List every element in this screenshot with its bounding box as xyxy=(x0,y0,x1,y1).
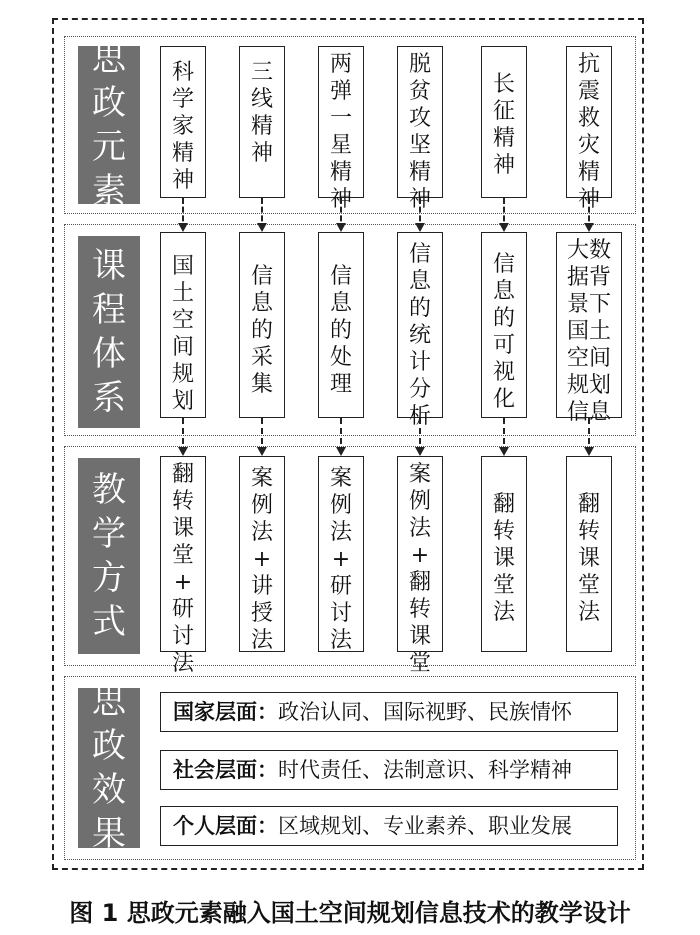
section-label-effects: 思 政 效 果 xyxy=(78,688,140,848)
method-box-4: 案 例 法 + 翻 转 课 堂 xyxy=(397,456,443,652)
arrow-down xyxy=(182,198,184,230)
arrow-down xyxy=(588,198,590,230)
method-box-1: 翻 转 课 堂 + 研 讨 法 xyxy=(160,456,206,652)
arrow-down xyxy=(419,198,421,230)
course-box-bigdata: 大数 据背 景下 国土 空间 规划 信息 xyxy=(556,232,622,418)
element-box-scientist: 科 学 家 精 神 xyxy=(160,46,206,198)
effect-text: 政治认同、国际视野、民族情怀 xyxy=(278,700,572,724)
arrow-down xyxy=(340,198,342,230)
course-box-planning: 国 土 空 间 规 划 xyxy=(160,232,206,418)
arrow-down xyxy=(419,418,421,454)
method-box-5: 翻 转 课 堂 法 xyxy=(481,456,527,652)
section-label-methods: 教 学 方 式 xyxy=(78,458,140,654)
element-box-earthquake: 抗 震 救 灾 精 神 xyxy=(566,46,612,198)
effect-row-national xyxy=(160,692,618,732)
effect-text: 区域规划、专业素养、职业发展 xyxy=(278,814,572,838)
figure-caption: 图 1 思政元素融入国土空间规划信息技术的教学设计 xyxy=(69,899,631,927)
arrow-down xyxy=(261,198,263,230)
element-box-poverty: 脱 贫 攻 坚 精 神 xyxy=(397,46,443,198)
course-box-collection: 信 息 的 采 集 xyxy=(239,232,285,418)
course-box-processing: 信 息 的 处 理 xyxy=(318,232,364,418)
element-box-long-march: 长 征 精 神 xyxy=(481,46,527,198)
arrow-down xyxy=(261,418,263,454)
effect-row-social xyxy=(160,750,618,790)
effect-text: 时代责任、法制意识、科学精神 xyxy=(278,758,572,782)
arrow-down xyxy=(503,198,505,230)
arrow-down xyxy=(588,418,590,454)
course-box-visualization: 信 息 的 可 视 化 xyxy=(481,232,527,418)
arrow-down xyxy=(182,418,184,454)
course-box-statistics: 信 息 的 统 计 分 析 xyxy=(397,232,443,418)
section-label-course: 课 程 体 系 xyxy=(78,236,140,428)
effect-row-personal xyxy=(160,806,618,846)
arrow-down xyxy=(503,418,505,454)
method-box-2: 案 例 法 + 讲 授 法 xyxy=(239,456,285,652)
effect-head: 国家层面： xyxy=(173,700,278,724)
effect-head: 社会层面： xyxy=(173,758,278,782)
section-label-elements: 思 政 元 素 xyxy=(78,46,140,204)
element-box-two-bombs: 两 弹 一 星 精 神 xyxy=(318,46,364,198)
arrow-down xyxy=(340,418,342,454)
element-box-third-front: 三 线 精 神 xyxy=(239,46,285,198)
method-box-3: 案 例 法 + 研 讨 法 xyxy=(318,456,364,652)
method-box-6: 翻 转 课 堂 法 xyxy=(566,456,612,652)
effect-head: 个人层面： xyxy=(173,814,278,838)
